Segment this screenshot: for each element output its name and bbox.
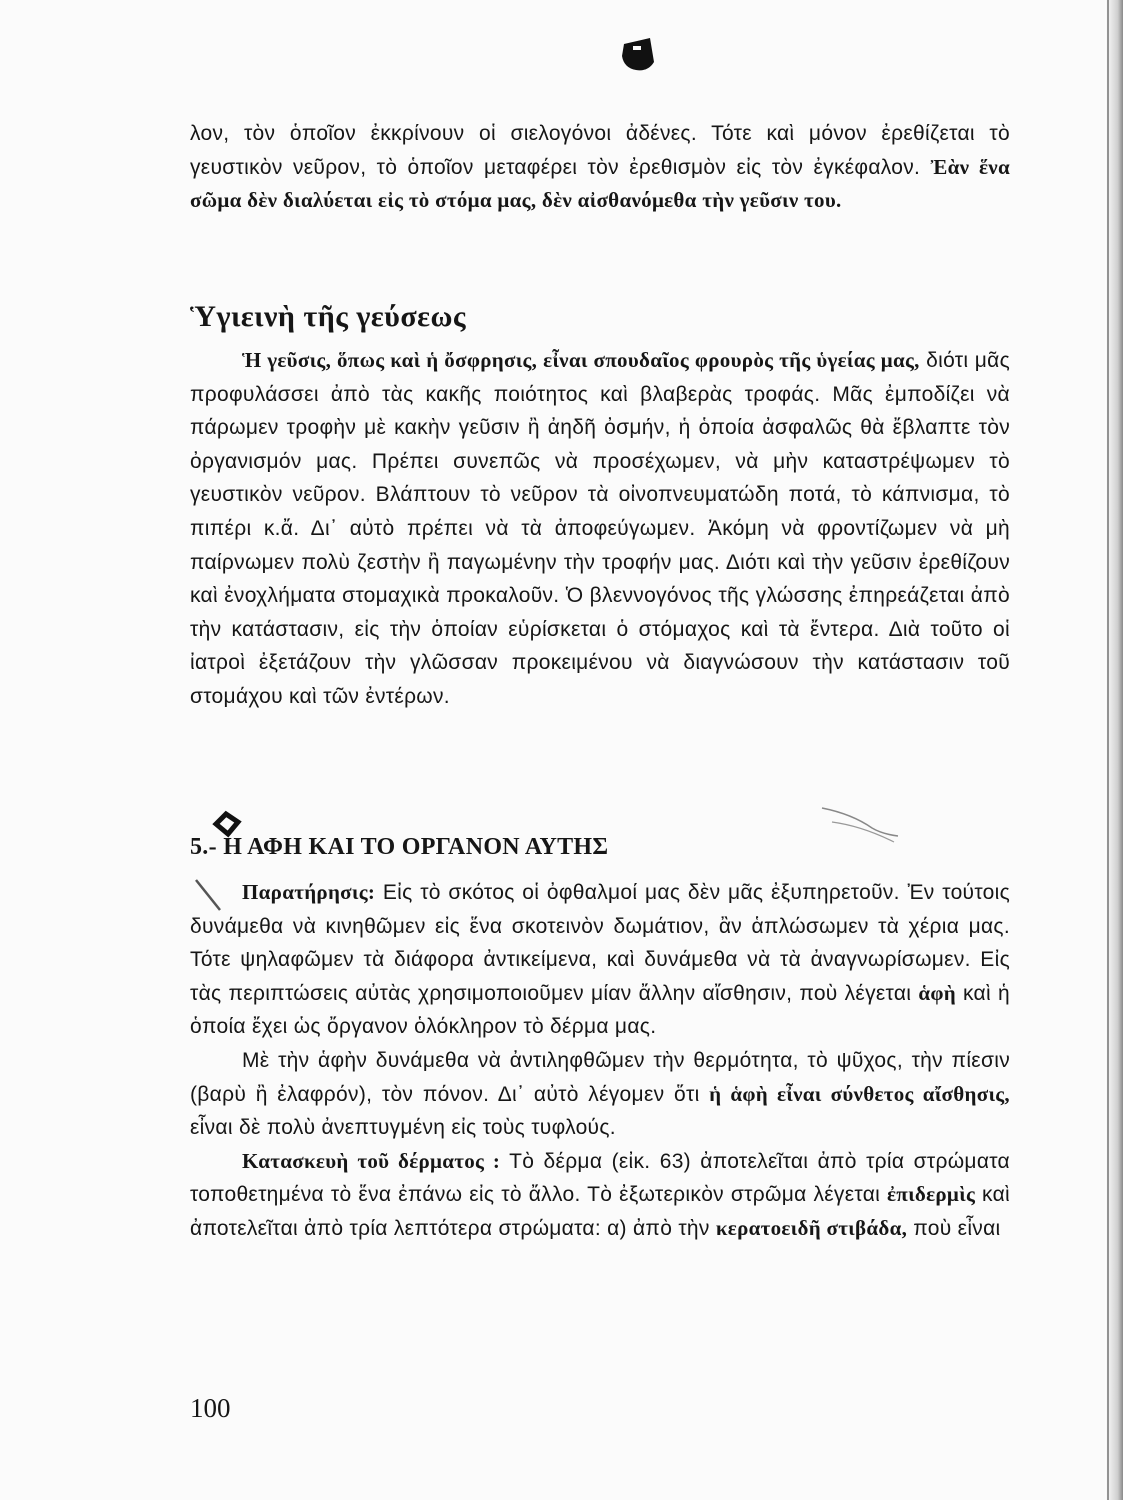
skin-text-1: Τὸ δέρμα (εἰκ. 63) ἀποτελεῖται ἀπὸ τρία στρώματα τοποθετημένα τὸ ἕνα ἐπάνω εἰς τὸ ἄλλο. Τὸ ἐξωτερικὸν στρῶμα λέγεται bbox=[190, 1149, 1010, 1207]
touch-term: ἁφὴ bbox=[918, 980, 956, 1005]
skin-label: Κατασκευὴ τοῦ δέρματος : bbox=[242, 1148, 501, 1173]
touch-chapter-heading: 5.- Η ΑΦΗ ΚΑΙ ΤΟ ΟΡΓΑΝΟΝ ΑΥΤΗΣ bbox=[190, 834, 609, 860]
senses-text-1: Μὲ τὴν ἁφὴν δυνάμεθα νὰ ἀντιληφθῶμεν τὴν θερμότητα, τὸ ψῦχος, τὴν πίεσιν (βαρὺ ἢ ἐλαφρόν), τὸν πόνον. Δι᾽ αὐτὸ λέγομεν ὅτι bbox=[190, 1048, 1010, 1106]
skin-text-3: ποὺ εἶναι bbox=[907, 1216, 1001, 1240]
skin-paragraph bbox=[190, 1145, 1010, 1246]
hygiene-paragraph bbox=[190, 344, 1010, 714]
touch-paragraphs-block bbox=[190, 876, 1010, 1246]
senses-text-2: εἶναι δὲ πολὺ ἀνεπτυγμένη εἰς τοὺς τυφλούς. bbox=[190, 1116, 616, 1140]
observation-text-1: Εἰς τὸ σκότος οἱ ὀφθαλμοί μας δὲν μᾶς ἐξυπηρετοῦν. Ἐν τούτοις δυνάμεθα νὰ κινηθῶμεν εἰς ἕνα σκοτεινὸν δωμάτιον, ἂν ἁπλώσωμεν τὰ χέρια μας. Τότε ψηλαφῶμεν τὰ διάφορα ἀντικείμενα, καὶ δυνάμεθα νὰ τὰ ἀναγνωρίσωμεν. Εἰς τὰς περιπτώσεις αὐτὰς χρησιμοποιοῦμεν μίαν ἄλλην αἴσθησιν, ποὺ λέγεται bbox=[190, 881, 1010, 1005]
observation-label: Παρατήρησις: bbox=[242, 880, 376, 904]
intro-bold-statement: Ἐὰν ἕνα σῶμα δὲν διαλύεται εἰς τὸ στόμα μας, δὲν αἰσθανόμεθα τὴν γεῦσιν του. bbox=[190, 154, 1010, 213]
hygiene-paragraph-block bbox=[190, 344, 1010, 714]
pencil-scribble bbox=[812, 800, 902, 850]
observation-text-2: καὶ ἡ ὁποία ἔχει ὡς ὄργανον ὁλόκληρον τὸ δέρμα μας. bbox=[190, 981, 1010, 1039]
hygiene-bold-statement: Ἡ γεῦσις, ὅπως καὶ ἡ ὄσφρησις, εἶναι σπουδαῖος φρουρὸς τῆς ὑγείας μας, bbox=[242, 348, 920, 372]
observation-paragraph bbox=[190, 876, 1010, 1044]
intro-text: λον, τὸν ὁποῖον ἐκκρίνουν οἱ σιελογόνοι ἀδένες. Τότε καὶ μόνον ἐρεθίζεται τὸ γευστικὸν νεῦρον, τὸ ὁποῖον μεταφέρει τὸν ἐρεθισμὸν εἰς τὸν ἐγκέφαλον. bbox=[190, 122, 1010, 179]
hygiene-heading: Ὑγιεινὴ τῆς γεύσεως bbox=[190, 300, 467, 333]
ink-blot-mark bbox=[618, 34, 658, 74]
skin-text-2: καὶ ἀποτελεῖται ἀπὸ τρία λεπτότερα στρώματα: α) ἀπὸ τὴν bbox=[190, 1183, 1010, 1240]
epidermis-term: ἐπιδερμὶς bbox=[887, 1182, 976, 1207]
intro-paragraph-block bbox=[190, 117, 1010, 218]
keratin-layer-term: κερατοειδῆ στιβάδα, bbox=[715, 1215, 908, 1240]
senses-paragraph bbox=[190, 1044, 1010, 1145]
page-edge-line bbox=[1107, 0, 1109, 1500]
hygiene-text: διότι μᾶς προφυλάσσει ἀπὸ τὰς κακῆς ποιότητος καὶ βλαβερὰς τροφάς. Μᾶς ἐμποδίζει νὰ πάρωμεν τροφὴν μὲ κακὴν γεῦσιν ἢ ἀηδῆ ὀσμήν, ἡ ὁποία ἀσφαλῶς θὰ ἔβλαπτε τὸν ὀργανισμόν μας. Πρέπει συνεπῶς νὰ προσέχωμεν, νὰ μὴν καταστρέψωμεν τὸ γευστικὸν νεῦρον. Βλάπτουν τὸ νεῦρον τὰ οἰνοπνευματώδη ποτά, τὸ κάπνισμα, τὸ πιπέρι κ.ἄ. Δι᾽ αὐτὸ πρέπει νὰ τὰ ἀποφεύγωμεν. Ἀκόμη νὰ φροντίζωμεν νὰ μὴ παίρνωμεν πολὺ ζεστὴν ἢ παγωμένην τὴν τροφήν μας. Διότι καὶ τὴν γεῦσιν ἐρεθίζουν καὶ ἐνοχλήματα στομαχικὰ προκαλοῦν. Ὁ βλεννογόνος τῆς γλώσσης ἐπηρεάζεται ἀπὸ τὴν κατάστασιν, εἰς τὴν ὁποίαν εὑρίσκεται ὁ στόμαχος καὶ τὰ ἔντερα. Διὰ τοῦτο οἱ ἰατροὶ ἐξετάζουν τὴν γλῶσσαν προκειμένου νὰ διαγνώσουν τὴν κατάστασιν τοῦ στομάχου καὶ τῶν ἐντέρων. bbox=[190, 349, 1011, 708]
intro-paragraph bbox=[190, 117, 1010, 218]
page-number: 100 bbox=[190, 1393, 231, 1423]
senses-bold-statement: ἡ ἁφὴ εἶναι σύνθετος αἴσθησις, bbox=[709, 1081, 1010, 1106]
